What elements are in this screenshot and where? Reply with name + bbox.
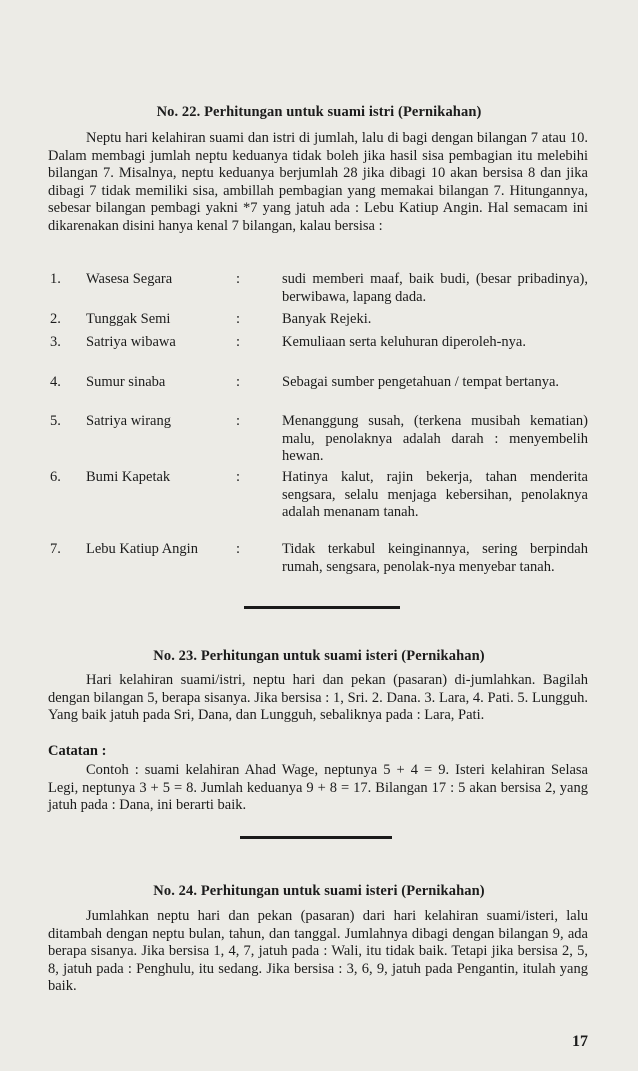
item-colon: : [236, 469, 241, 485]
item-colon: : [236, 271, 241, 287]
item-description: Kemuliaan serta keluhuran diperoleh-nya. [282, 334, 526, 350]
section-22-title: No. 22. Perhitungan untuk suami istri (Pernikahan) [156, 104, 482, 120]
catatan-label: Catatan : [48, 743, 107, 759]
item-description: Tidak terkabul keinginannya, sering berpindah rumah, sengsara, penolak-nya menyebar tanah. [282, 541, 588, 575]
item-colon: : [236, 334, 241, 350]
section-divider [244, 606, 400, 609]
item-colon: : [236, 413, 241, 429]
item-number: 7. [50, 541, 61, 557]
item-colon: : [236, 311, 241, 327]
item-number: 5. [50, 413, 61, 429]
item-name: Tunggak Semi [86, 311, 171, 327]
item-description: Hatinya kalut, rajin bekerja, tahan menderita sengsara, selalu menjaga kebersihan, penolaknya adalah menanam tanah. [282, 469, 588, 520]
item-colon: : [236, 374, 241, 390]
item-number: 2. [50, 311, 61, 327]
item-name: Satriya wirang [86, 413, 171, 429]
item-description: Banyak Rejeki. [282, 311, 372, 327]
item-number: 3. [50, 334, 61, 350]
item-name: Lebu Katiup Angin [86, 541, 198, 557]
item-colon: : [236, 541, 241, 557]
section-22-intro: Neptu hari kelahiran suami dan istri di jumlah, lalu di bagi dengan bilangan 7 atau 10. Dalam membagi jumlah neptu keduanya tidak boleh jika hasil sisa pembagian itu melebihi bilangan 7. Misalnya, neptu keduanya berjumlah 28 jika dibagi 10 akan bersisa 8 dan jika dibagi 7 tidak memiliki sisa, ambillah pembagian yang memakai bilangan 7. Hitungannya, sebesar bilangan pembagi yakni *7 yang jatuh ada : Lebu Katiup Angin. Hal semacam ini dikarenakan disini hanya kenal 7 bilangan, kalau bersisa : [48, 130, 588, 234]
item-number: 1. [50, 271, 61, 287]
item-name: Bumi Kapetak [86, 469, 171, 485]
item-number: 6. [50, 469, 61, 485]
item-name: Satriya wibawa [86, 334, 176, 350]
item-description: Menanggung susah, (terkena musibah kematian) malu, penolaknya adalah darah : menyembelih hewan. [282, 413, 588, 464]
section-23-note: Contoh : suami kelahiran Ahad Wage, neptunya 5 + 4 = 9. Isteri kelahiran Selasa Legi, neptunya 3 + 5 = 8. Jumlah keduanya 9 + 8 = 17. Bilangan 17 : 5 akan bersisa 2, yang jatuh pada : Dana, ini berarti baik. [48, 762, 588, 813]
item-description: Sebagai sumber pengetahuan / tempat bertanya. [282, 374, 560, 390]
item-name: Wasesa Segara [86, 271, 173, 287]
section-23-title: No. 23. Perhitungan untuk suami isteri (Pernikahan) [153, 648, 485, 664]
page-number: 17 [572, 1033, 588, 1050]
section-23-intro: Hari kelahiran suami/istri, neptu hari dan pekan (pasaran) di-jumlahkan. Bagilah dengan bilangan 5, berapa sisanya. Jika bersisa : 1, Sri. 2. Dana. 3. Lara, 4. Pati. 5. Lungguh. Yang baik jatuh pada Sri, Dana, dan Lungguh, sebaliknya pada : Lara, Pati. [48, 672, 588, 723]
section-divider [240, 836, 392, 839]
section-24-title: No. 24. Perhitungan untuk suami isteri (Pernikahan) [153, 883, 485, 899]
item-description: sudi memberi maaf, baik budi, (besar pribadinya), berwibawa, lapang dada. [282, 271, 588, 305]
item-number: 4. [50, 374, 61, 390]
section-24-intro: Jumlahkan neptu hari dan pekan (pasaran) dari hari kelahiran suami/isteri, lalu ditambah dengan neptu bulan, tahun, dan tanggal. Jumlahnya dibagi dengan bilangan 9, ada berapa sisanya. Jika bersisa 1, 4, 7, jatuh pada : Wali, itu tidak baik. Tetapi jika bersisa 2, 5, 8, jatuh pada : Penghulu, itu sedang. Jika bersisa : 3, 6, 9, jatuh pada Pengantin, itulah yang baik. [48, 908, 588, 994]
item-name: Sumur sinaba [86, 374, 166, 390]
